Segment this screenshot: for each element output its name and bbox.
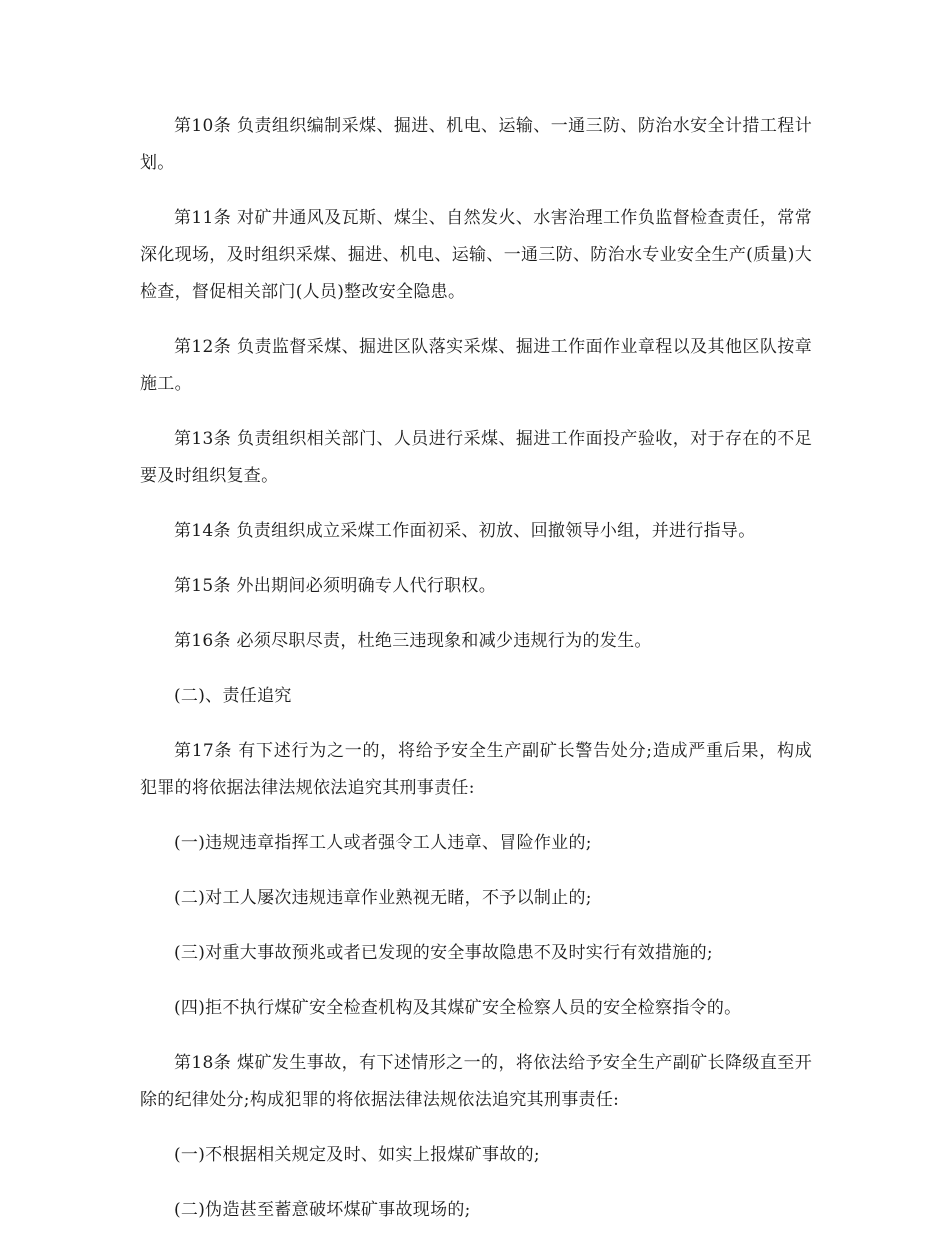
article-12: 第12条 负责监督采煤、掘进区队落实采煤、掘进工作面作业章程以及其他区队按章施工。 <box>140 337 812 394</box>
article-17-item-4: (四)拒不执行煤矿安全检查机构及其煤矿安全检察人员的安全检察指令的。 <box>174 998 742 1018</box>
article-18: 第18条 煤矿发生事故，有下述情形之一的，将依法给予安全生产副矿长降级直至开除的纪律处分;构成犯罪的将依据法律法规依法追究其刑事责任: <box>140 1053 812 1110</box>
article-15: 第15条 外出期间必须明确专人代行职权。 <box>174 576 497 596</box>
article-17-item-1: (一)违规违章指挥工人或者强令工人违章、冒险作业的; <box>174 833 592 853</box>
article-13: 第13条 负责组织相关部门、人员进行采煤、掘进工作面投产验收，对于存在的不足要及时组织复查。 <box>140 429 812 486</box>
article-14: 第14条 负责组织成立采煤工作面初采、初放、回撤领导小组，并进行指导。 <box>174 521 756 541</box>
article-17: 第17条 有下述行为之一的，将给予安全生产副矿长警告处分;造成严重后果，构成犯罪的将依据法律法规依法追究其刑事责任: <box>140 741 812 798</box>
document-body <box>140 108 812 1247</box>
article-17-item-3: (三)对重大事故预兆或者已发现的安全事故隐患不及时实行有效措施的; <box>174 943 713 963</box>
article-18-item-1: (一)不根据相关规定及时、如实上报煤矿事故的; <box>174 1145 540 1165</box>
article-10: 第10条 负责组织编制采煤、掘进、机电、运输、一通三防、防治水安全计措工程计划。 <box>140 116 812 173</box>
article-17-item-2: (二)对工人屡次违规违章作业熟视无睹，不予以制止的; <box>174 888 592 908</box>
article-16: 第16条 必须尽职尽责，杜绝三违现象和减少违规行为的发生。 <box>174 631 652 651</box>
article-18-item-2: (二)伪造甚至蓄意破坏煤矿事故现场的; <box>174 1200 471 1220</box>
section-heading-responsibility: (二)、责任追究 <box>174 686 292 706</box>
article-11: 第11条 对矿井通风及瓦斯、煤尘、自然发火、水害治理工作负监督检查责任，常常深化现场，及时组织采煤、掘进、机电、运输、一通三防、防治水专业安全生产(质量)大检查，督促相关部门(人员)整改安全隐患。 <box>140 208 812 302</box>
